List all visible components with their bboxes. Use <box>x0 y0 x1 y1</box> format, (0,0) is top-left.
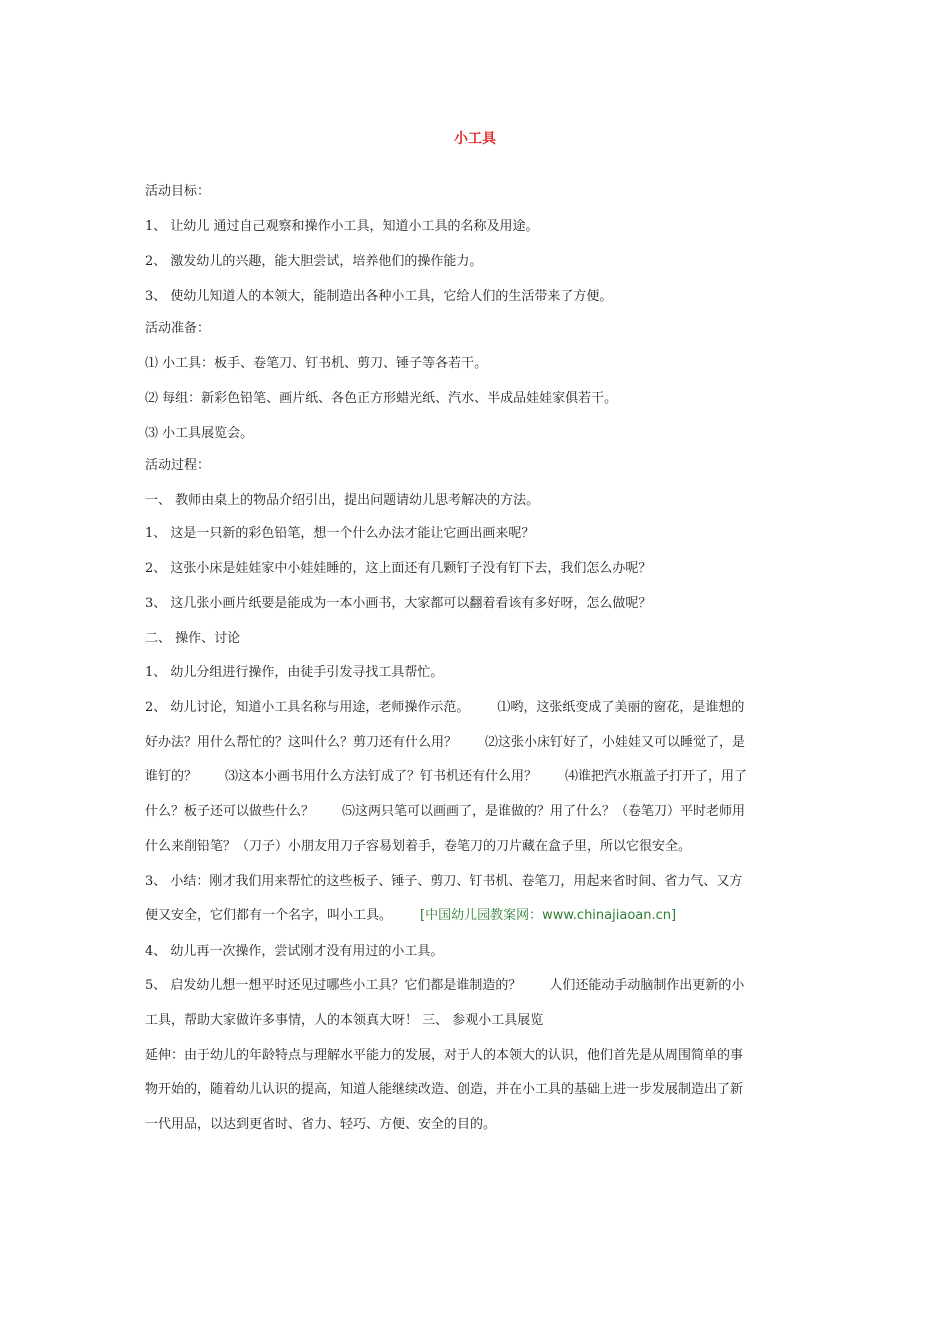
prep-item: ⑴ 小工具：板手、卷笔刀、钉书机、剪刀、锤子等各若干。 <box>145 356 488 371</box>
part-two-item-2-cont: 什么来削铅笔？（刀子）小朋友用刀子容易划着手，卷笔刀的刀片藏在盒子里，所以它很安全。 <box>145 839 692 854</box>
part-one-item: 1、 这是一只新的彩色铅笔，想一个什么办法才能让它画出画来呢？ <box>145 526 535 541</box>
extension-line: 一代用品，以达到更省时、省力、轻巧、方便、安全的目的。 <box>145 1117 497 1132</box>
goal-heading: 活动目标： <box>145 184 211 199</box>
watermark-link[interactable]: [中国幼儿园教案网：www.chinajiaoan.cn] <box>420 908 677 923</box>
part-one-heading: 一、 教师由桌上的物品介绍引出，提出问题请幼儿思考解决的方法。 <box>145 493 540 508</box>
text-segment: ⑴哟，这张纸变成了美丽的窗花，是谁想的 <box>497 700 745 715</box>
process-heading: 活动过程： <box>145 458 211 473</box>
prep-item: ⑵ 每组：新彩色铅笔、画片纸、各色正方形蜡光纸、汽水、半成品娃娃家俱若干。 <box>145 391 618 406</box>
extension-line: 延伸：由于幼儿的年龄特点与理解水平能力的发展，对于人的本领大的认识，他们首先是从周围简单的事 <box>145 1048 744 1063</box>
part-two-item-5-cont: 工具，帮助大家做许多事情，人的本领真大呀！ 三、 参观小工具展览 <box>145 1013 544 1028</box>
part-two-item-2 <box>145 699 810 717</box>
text-segment: ⑵这张小床钉好了，小娃娃又可以睡觉了，是 <box>485 735 746 750</box>
prep-heading: 活动准备： <box>145 321 211 336</box>
text-segment: 什么？板子还可以做些什么？ <box>145 804 315 819</box>
part-one-item: 2、 这张小床是娃娃家中小娃娃睡的，这上面还有几颗钉子没有钉下去，我们怎么办呢？ <box>145 561 652 576</box>
text-segment: 人们还能动手动脑制作出更新的小 <box>549 978 745 993</box>
part-two-item-5 <box>145 977 810 995</box>
part-two-heading: 二、 操作、讨论 <box>145 631 241 646</box>
part-two-item-2-cont <box>145 734 810 752</box>
text-segment: ⑷谁把汽水瓶盖子打开了，用了 <box>565 769 748 784</box>
goal-item: 1、 让幼儿 通过自己观察和操作小工具，知道小工具的名称及用途。 <box>145 219 539 234</box>
text-segment: 便又安全，它们都有一个名字，叫小工具。 <box>145 908 393 923</box>
text-segment: 谁钉的？ <box>145 769 198 784</box>
extension-line: 物开始的，随着幼儿认识的提高，知道人能继续改造、创造，并在小工具的基础上进一步发展制造出了新 <box>145 1082 744 1097</box>
part-two-item-4: 4、 幼儿再一次操作，尝试刚才没有用过的小工具。 <box>145 944 444 959</box>
goal-item: 2、 激发幼儿的兴趣，能大胆尝试，培养他们的操作能力。 <box>145 254 483 269</box>
part-two-item-3: 3、 小结：刚才我们用来帮忙的这些板子、锤子、剪刀、钉书机、卷笔刀，用起来省时间、省力气、又方 <box>145 874 743 889</box>
text-segment: ⑶这本小画书用什么方法钉成了？钉书机还有什么用？ <box>225 769 538 784</box>
text-segment: 5、 启发幼儿想一想平时还见过哪些小工具？它们都是谁制造的？ <box>145 978 522 993</box>
part-two-item-2-cont <box>145 803 810 821</box>
page-title: 小工具 <box>454 131 496 147</box>
text-segment: 2、 幼儿讨论，知道小工具名称与用途，老师操作示范。 <box>145 700 470 715</box>
part-one-item: 3、 这几张小画片纸要是能成为一本小画书，大家都可以翻着看该有多好呀，怎么做呢？ <box>145 596 652 611</box>
text-segment: ⑸这两只笔可以画画了，是谁做的？用了什么？（卷笔刀）平时老师用 <box>342 804 746 819</box>
goal-item: 3、 使幼儿知道人的本领大，能制造出各种小工具，它给人们的生活带来了方便。 <box>145 289 613 304</box>
part-two-item-2-cont <box>145 768 810 786</box>
part-two-item-3-cont <box>145 907 810 925</box>
prep-item: ⑶ 小工具展览会。 <box>145 426 254 441</box>
part-two-item: 1、 幼儿分组进行操作，由徒手引发寻找工具帮忙。 <box>145 665 444 680</box>
text-segment: 好办法？用什么帮忙的？这叫什么？剪刀还有什么用？ <box>145 735 458 750</box>
